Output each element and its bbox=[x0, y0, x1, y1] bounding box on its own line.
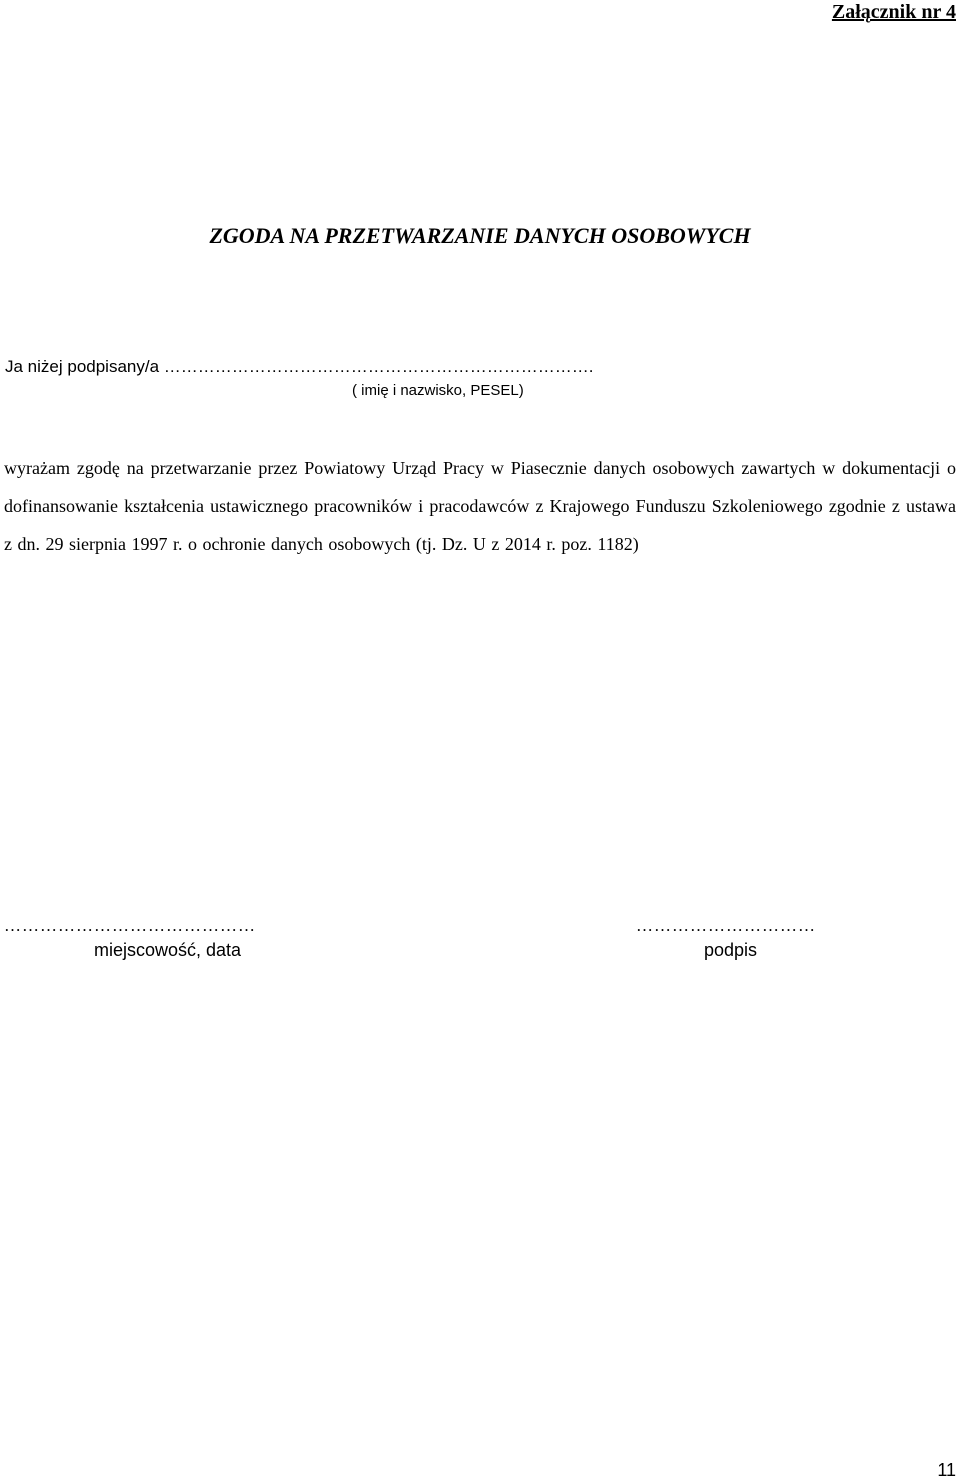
annex-label: Załącznik nr 4 bbox=[831, 1, 956, 23]
place-date-dotted-line: …………………………………… bbox=[4, 916, 256, 935]
document-title: ZGODA NA PRZETWARZANIE DANYCH OSOBOWYCH bbox=[209, 223, 751, 248]
signature-label: podpis bbox=[704, 940, 758, 960]
consent-body-text: wyrażam zgodę na przetwarzanie przez Powiatowy Urząd Pracy w Piasecznie danych osobowych zawartych w dokumentacji o dofinansowanie kształcenia ustawicznego pracowników i pracodawców z Krajowego Funduszu Szkoleniowego zgodnie z ustawa z dn. 29 sierpnia 1997 r. o ochronie danych osobowych (tj. Dz. U z 2014 r. poz. 1182) bbox=[4, 458, 956, 554]
signature-dotted-line: ………………………… bbox=[636, 916, 816, 935]
subject-line: Ja niżej podpisany/a …………………………………………………………………. bbox=[5, 357, 594, 376]
subject-hint: ( imię i nazwisko, PESEL) bbox=[352, 382, 524, 399]
page-number: 11 bbox=[937, 1460, 956, 1480]
place-date-label: miejscowość, data bbox=[94, 940, 242, 960]
